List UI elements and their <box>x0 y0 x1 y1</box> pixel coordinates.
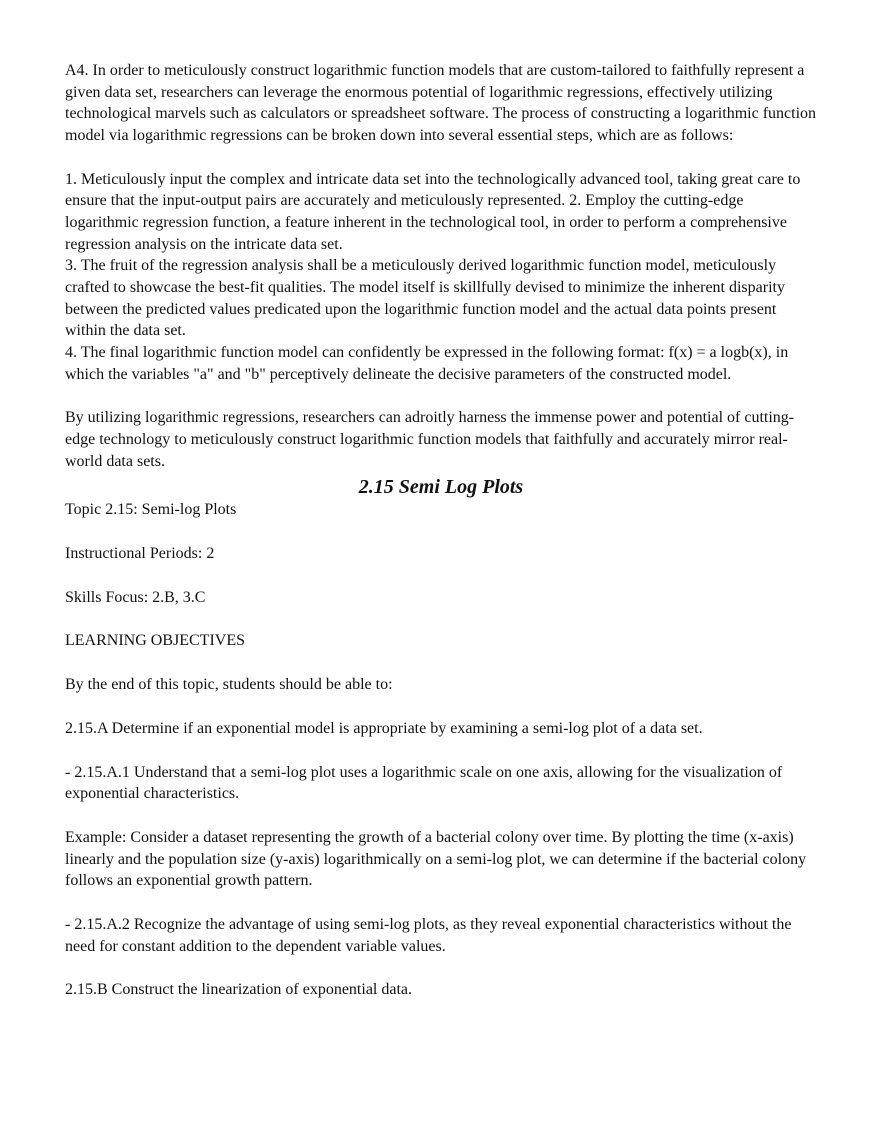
document-page <box>65 60 817 1001</box>
conclusion-paragraph: By utilizing logarithmic regressions, researchers can adroitly harness the immense power and potential of cutting-edge technology to meticulously construct logarithmic function models that faithfully and accurately mirror real-world data sets. <box>65 409 795 470</box>
topic-line: Topic 2.15: Semi-log Plots <box>65 501 237 519</box>
objective-2-15-b: 2.15.B Construct the linearization of exponential data. <box>65 981 413 999</box>
step-3-paragraph: 3. The fruit of the regression analysis shall be a meticulously derived logarithmic function model, meticulously crafted to showcase the best-fit qualities. The model itself is skillfully devised to minimize the inherent disparity between the predicted values predicated upon the logarithmic function model and the actual data points present within the data set. <box>65 257 785 340</box>
objective-2-15-a-2: - 2.15.A.2 Recognize the advantage of using semi-log plots, as they reveal exponential characteristics without the need for constant addition to the dependent variable values. <box>65 916 792 955</box>
skills-focus-line: Skills Focus: 2.B, 3.C <box>65 588 206 606</box>
example-paragraph: Example: Consider a dataset representing the growth of a bacterial colony over time. By plotting the time (x-axis) linearly and the population size (y-axis) logarithmically on a semi-log plot, we can determine if the bacterial colony follows an exponential growth pattern. <box>65 828 807 890</box>
section-heading: 2.15 Semi Log Plots <box>358 476 524 499</box>
step-4-paragraph: 4. The final logarithmic function model can confidently be expressed in the following format: f(x) = a logb(x), in which the variables "a" and "b" perceptively delineate the decisive parameters of the constructed model. <box>65 344 789 383</box>
objective-2-15-a: 2.15.A Determine if an exponential model is appropriate by examining a semi-log plot of a data set. <box>65 719 703 737</box>
a4-intro-paragraph: A4. In order to meticulously construct logarithmic function models that are custom-tailored to faithfully represent a given data set, researchers can leverage the enormous potential of logarithmic regressions, effectively utilizing technological marvels such as calculators or spreadsheet software. The process of constructing a logarithmic function model via logarithmic regressions can be broken down into several essential steps, which are as follows: <box>65 62 817 145</box>
objective-2-15-a-1: - 2.15.A.1 Understand that a semi-log plot uses a logarithmic scale on one axis, allowing for the visualization of exponential characteristics. <box>65 763 783 803</box>
objectives-lead-in: By the end of this topic, students should be able to: <box>65 676 393 694</box>
steps-1-2-paragraph: 1. Meticulously input the complex and intricate data set into the technologically advanced tool, taking great care to ensure that the input-output pairs are accurately and meticulously represented. 2. Employ the cutting-edge logarithmic regression function, a feature inherent in the technological tool, in order to perform a comprehensive regression analysis on the intricate data set. <box>65 170 801 253</box>
instructional-periods-line: Instructional Periods: 2 <box>65 545 215 563</box>
learning-objectives-label: LEARNING OBJECTIVES <box>65 632 245 650</box>
